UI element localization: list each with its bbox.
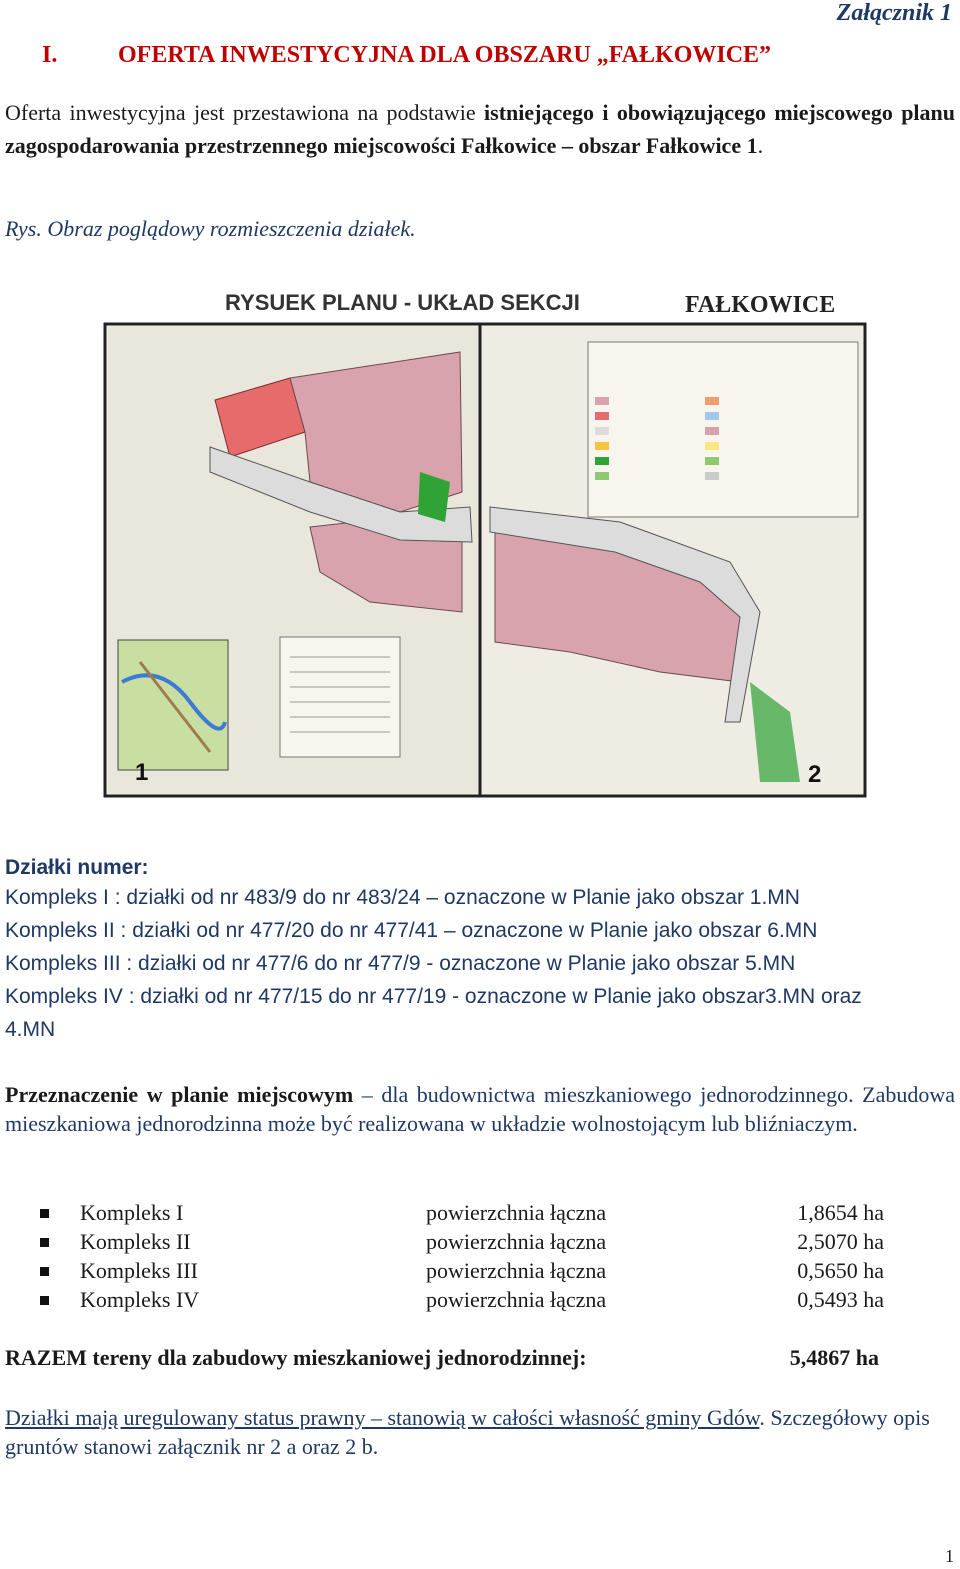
total-row: [5, 1345, 885, 1371]
figure-caption: Rys. Obraz poglądowy rozmieszczenia działek.: [5, 216, 416, 241]
intro-text-end: .: [757, 133, 764, 158]
intro-text: Oferta inwestycyjna jest przestawiona na podstawie: [5, 100, 485, 125]
area-row: [40, 1200, 900, 1229]
section-title: OFERTA INWESTYCYJNA DLA OBSZARU „FAŁKOWICE”: [118, 42, 772, 68]
area-name: Kompleks IV: [80, 1287, 200, 1312]
area-label: powierzchnia łączna: [426, 1287, 607, 1312]
area-name: Kompleks II: [80, 1229, 191, 1254]
area-row: [40, 1287, 900, 1316]
plot-line: Kompleks III : działki od nr 477/6 do nr 477/9 - oznaczone w Planie jako obszar 5.MN: [5, 952, 796, 975]
legend-right: [588, 342, 858, 517]
map-place-label: FAŁKOWICE: [685, 292, 836, 318]
purpose-paragraph: [5, 1080, 955, 1138]
section-heading: [42, 42, 771, 69]
plot-line: Kompleks II : działki od nr 477/20 do nr 477/41 – oznaczone w Planie jako obszar 6.MN: [5, 919, 818, 942]
section-label-2: 2: [808, 761, 822, 788]
total-label: RAZEM tereny dla zabudowy mieszkaniowej jednorodzinnej:: [5, 1345, 587, 1370]
section-number: I.: [42, 42, 58, 68]
legal-text: . Szczegółowy opis gruntów stanowi załącznik nr 2 a oraz 2 b.: [5, 1405, 930, 1459]
bullet-icon: [40, 1209, 49, 1218]
bullet-icon: [40, 1296, 49, 1305]
area-value: 0,5650 ha: [797, 1258, 884, 1283]
plots-title: Działki numer:: [5, 856, 149, 879]
intro-paragraph: [5, 96, 955, 162]
plan-map-figure: [100, 282, 870, 800]
map-title: RYSUEK PLANU - UKŁAD SEKCJI: [225, 290, 580, 315]
section-label-1: 1: [135, 759, 149, 786]
area-value: 0,5493 ha: [797, 1287, 884, 1312]
bullet-icon: [40, 1238, 49, 1247]
total-value: 5,4867 ha: [789, 1345, 879, 1370]
area-name: Kompleks III: [80, 1258, 198, 1283]
intro-bold-text: istniejącego i obowiązującego miejscowego planu zagospodarowania przestrzennego miejscowości Fałkowice – obszar Fałkowice 1: [5, 100, 956, 158]
area-name: Kompleks I: [80, 1200, 184, 1225]
legal-underlined: Działki mają uregulowany status prawny – stanowią w całości własność gminy Gdów: [5, 1405, 760, 1430]
area-row: [40, 1229, 900, 1258]
purpose-text: – dla budownictwa mieszkaniowego jednorodzinnego. Zabudowa mieszkaniowa jednorodzinna może być realizowana w układzie wolnostojącym lub bliźniaczym.: [5, 1082, 955, 1136]
purpose-bold: Przeznaczenie w planie miejscowym: [5, 1082, 354, 1107]
annex-label: Załącznik 1: [836, 0, 952, 26]
legal-paragraph: [5, 1403, 955, 1461]
area-value: 1,8654 ha: [797, 1200, 884, 1225]
plot-line: Kompleks I : działki od nr 483/9 do nr 483/24 – oznaczone w Planie jako obszar 1.MN: [5, 886, 800, 909]
area-value: 2,5070 ha: [797, 1229, 884, 1254]
area-label: powierzchnia łączna: [426, 1200, 607, 1225]
area-row: [40, 1258, 900, 1287]
area-label: powierzchnia łączna: [426, 1258, 607, 1283]
plot-line: 4.MN: [5, 1018, 56, 1041]
area-label: powierzchnia łączna: [426, 1229, 607, 1254]
bullet-icon: [40, 1267, 49, 1276]
legend-left: [280, 637, 400, 757]
page-number: 1: [945, 1546, 954, 1566]
plot-line: Kompleks IV : działki od nr 477/15 do nr 477/19 - oznaczone w Planie jako obszar3.MN oraz: [5, 985, 862, 1008]
